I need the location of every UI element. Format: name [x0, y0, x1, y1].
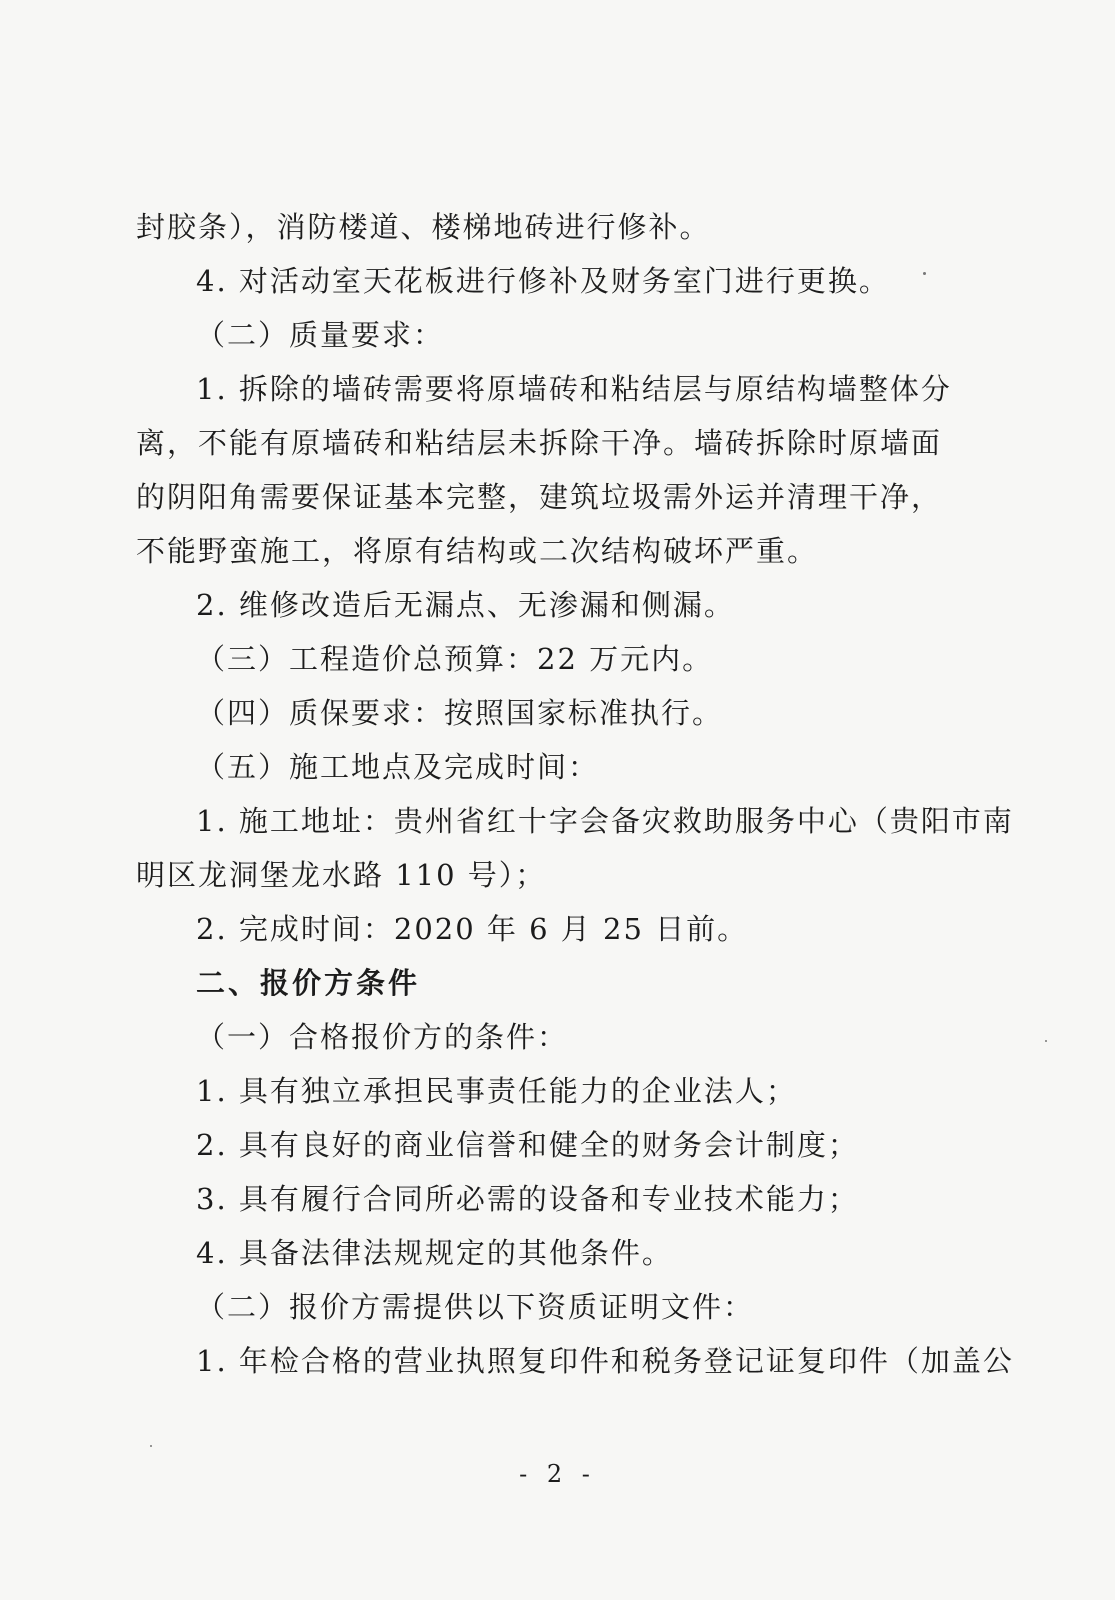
section-heading: 二、报价方条件: [196, 966, 421, 1000]
text-line-3: （二）质量要求：: [196, 318, 445, 352]
text-line-22: 1. 年检合格的营业执照复印件和税务登记证复印件（加盖公: [196, 1344, 1014, 1378]
text-line-20: 4. 具备法律法规规定的其他条件。: [196, 1236, 673, 1270]
text-line-19: 3. 具有履行合同所必需的设备和专业技术能力；: [196, 1182, 859, 1216]
text-line-14: 2. 完成时间：2020 年 6 月 25 日前。: [196, 912, 749, 946]
text-line-1: 封胶条），消防楼道、楼梯地砖进行修补。: [136, 210, 711, 244]
text-line-11: （五）施工地点及完成时间：: [196, 750, 600, 784]
scan-speck: [150, 1445, 152, 1447]
text-line-12: 1. 施工地址：贵州省红十字会备灾救助服务中心（贵阳市南: [196, 804, 1014, 838]
text-line-18: 2. 具有良好的商业信誉和健全的财务会计制度；: [196, 1128, 859, 1162]
text-line-7: 不能野蛮施工，将原有结构或二次结构破坏严重。: [136, 534, 819, 568]
text-line-9: （三）工程造价总预算：22 万元内。: [196, 642, 714, 676]
text-line-2: 4. 对活动室天花板进行修补及财务室门进行更换。: [196, 264, 890, 298]
text-line-6: 的阴阳角需要保证基本完整，建筑垃圾需外运并清理干净，: [136, 480, 943, 514]
text-line-21: （二）报价方需提供以下资质证明文件：: [196, 1290, 755, 1324]
text-line-13: 明区龙洞堡龙水路 110 号）；: [136, 858, 547, 892]
text-line-10: （四）质保要求：按照国家标准执行。: [196, 696, 724, 730]
scan-speck: [1045, 1040, 1047, 1042]
scan-speck: [923, 272, 926, 275]
text-line-17: 1. 具有独立承担民事责任能力的企业法人；: [196, 1074, 797, 1108]
text-line-8: 2. 维修改造后无漏点、无渗漏和侧漏。: [196, 588, 735, 622]
text-line-5: 离，不能有原墙砖和粘结层未拆除干净。墙砖拆除时原墙面: [136, 426, 943, 460]
text-line-4: 1. 拆除的墙砖需要将原墙砖和粘结层与原结构墙整体分: [196, 372, 952, 406]
text-line-16: （一）合格报价方的条件：: [196, 1020, 569, 1054]
page-number: - 2 -: [519, 1460, 596, 1488]
